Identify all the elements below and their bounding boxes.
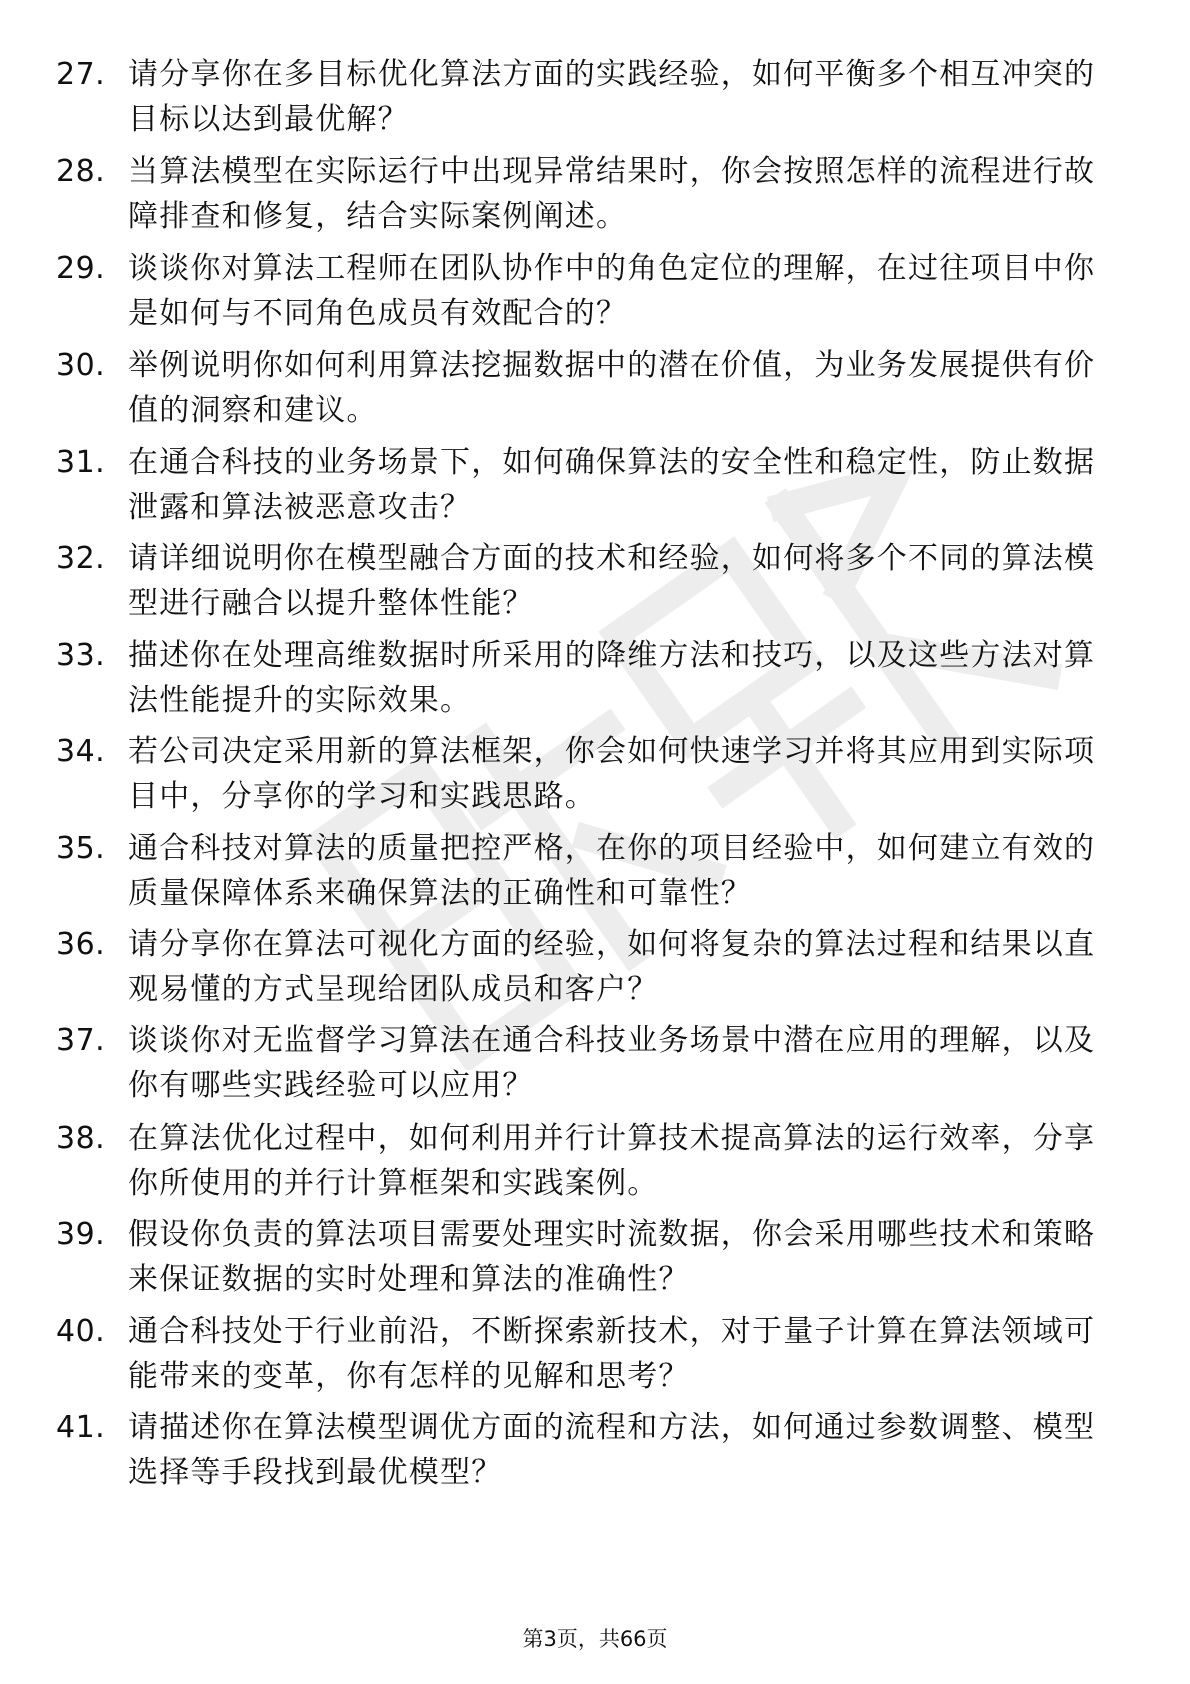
question-text: 通合科技对算法的质量把控严格，在你的项目经验中，如何建立有效的质量保障体系来确保算法的正确性和可靠性？ <box>128 831 1096 911</box>
question-text: 假设你负责的算法项目需要处理实时流数据，你会采用哪些技术和策略来保证数据的实时处理和算法的准确性？ <box>128 1217 1096 1297</box>
page-number-label: 第3页，共66页 <box>522 1627 668 1651</box>
question-number: 29. <box>56 251 106 286</box>
question-text: 当算法模型在实际运行中出现异常结果时，你会按照怎样的流程进行故障排查和修复，结合实际案例阐述。 <box>128 154 1096 234</box>
question-number: 27. <box>56 57 106 92</box>
question-number: 38. <box>56 1121 106 1156</box>
question-number: 40. <box>56 1314 106 1349</box>
question-item <box>56 1405 1116 1505</box>
question-text: 请详细说明你在模型融合方面的技术和经验，如何将多个不同的算法模型进行融合以提升整体性能？ <box>128 541 1096 621</box>
question-item <box>56 149 1116 249</box>
question-item <box>56 1018 1116 1118</box>
question-number: 32. <box>56 541 106 576</box>
question-item <box>56 1309 1116 1409</box>
question-text: 通合科技处于行业前沿，不断探索新技术，对于量子计算在算法领域可能带来的变革，你有怎样的见解和思考？ <box>128 1314 1096 1394</box>
question-text: 描述你在处理高维数据时所采用的降维方法和技巧，以及这些方法对算法性能提升的实际效果。 <box>128 638 1096 718</box>
question-text: 在算法优化过程中，如何利用并行计算技术提高算法的运行效率，分享你所使用的并行计算框架和实践案例。 <box>128 1121 1096 1201</box>
question-item <box>56 1212 1116 1312</box>
question-item <box>56 440 1116 540</box>
question-number: 41. <box>56 1410 106 1445</box>
question-item <box>56 826 1116 926</box>
question-item <box>56 52 1116 152</box>
question-item <box>56 246 1116 346</box>
question-text: 举例说明你如何利用算法挖掘数据中的潜在价值，为业务发展提供有价值的洞察和建议。 <box>128 348 1096 428</box>
question-item <box>56 536 1116 636</box>
question-text: 请分享你在多目标优化算法方面的实践经验，如何平衡多个相互冲突的目标以达到最优解？ <box>128 57 1096 137</box>
question-item <box>56 729 1116 829</box>
question-text: 请分享你在算法可视化方面的经验，如何将复杂的算法过程和结果以直观易懂的方式呈现给团队成员和客户？ <box>128 927 1096 1007</box>
question-text: 谈谈你对无监督学习算法在通合科技业务场景中潜在应用的理解，以及你有哪些实践经验可以应用？ <box>128 1023 1096 1103</box>
question-number: 36. <box>56 927 106 962</box>
question-text: 在通合科技的业务场景下，如何确保算法的安全性和稳定性，防止数据泄露和算法被恶意攻击？ <box>128 445 1096 525</box>
question-number: 33. <box>56 638 106 673</box>
question-number: 39. <box>56 1217 106 1252</box>
question-item <box>56 633 1116 733</box>
question-text: 请描述你在算法模型调优方面的流程和方法，如何通过参数调整、模型选择等手段找到最优模型？ <box>128 1410 1096 1490</box>
question-number: 37. <box>56 1023 106 1058</box>
question-number: 31. <box>56 445 106 480</box>
question-number: 28. <box>56 154 106 189</box>
question-number: 34. <box>56 734 106 769</box>
question-item <box>56 922 1116 1022</box>
page-footer <box>0 1624 1190 1654</box>
question-number: 30. <box>56 348 106 383</box>
question-number: 35. <box>56 831 106 866</box>
question-text: 若公司决定采用新的算法框架，你会如何快速学习并将其应用到实际项目中，分享你的学习和实践思路。 <box>128 734 1096 814</box>
question-item <box>56 343 1116 443</box>
question-item <box>56 1116 1116 1216</box>
question-text: 谈谈你对算法工程师在团队协作中的角色定位的理解，在过往项目中你是如何与不同角色成员有效配合的？ <box>128 251 1096 331</box>
